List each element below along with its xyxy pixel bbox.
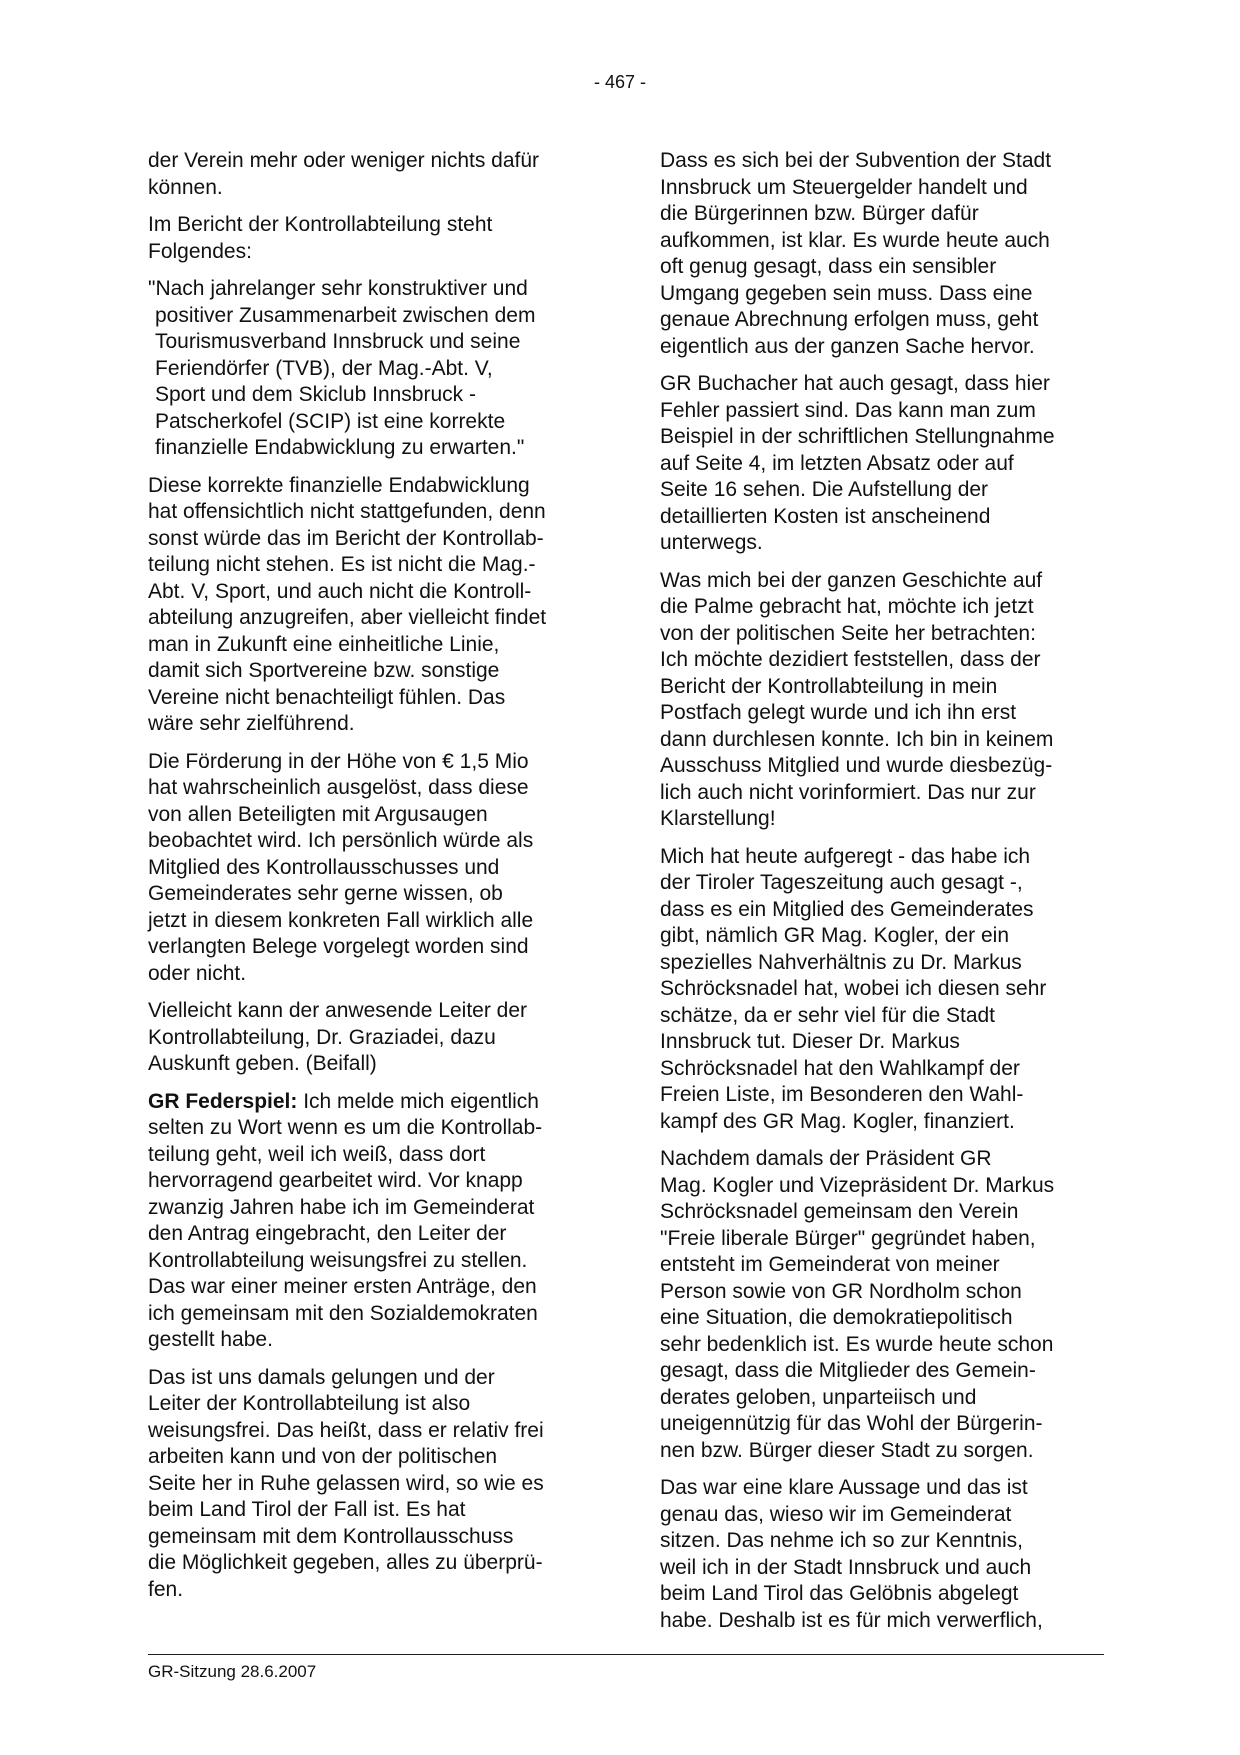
text-line: von der politischen Seite her betrachten: xyxy=(660,621,1036,645)
text-line: schätze, da er sehr viel für die Stadt xyxy=(660,1003,996,1027)
text-line: Kontrollabteilung, Dr. Graziadei, dazu xyxy=(148,1025,496,1049)
text-line: derates geloben, unparteiisch und xyxy=(660,1385,977,1409)
text-line: der Tiroler Tageszeitung auch gesagt -, xyxy=(660,871,1023,894)
text-line: selten zu Wort wenn es um die Kontrollab- xyxy=(148,1116,543,1139)
text-line: finanzielle Endabwicklung zu erwarten." xyxy=(155,436,525,459)
left-column xyxy=(148,148,588,1614)
text-line: dass es ein Mitglied des Gemeinderates xyxy=(660,897,1034,921)
text-line: Mag. Kogler und Vizepräsident Dr. Markus xyxy=(660,1173,1055,1197)
speaker-name: GR Federspiel: xyxy=(148,1089,298,1113)
text-line: weil ich in der Stadt Innsbruck und auch xyxy=(660,1555,1032,1579)
text-line: Vereine nicht benachteiligt fühlen. Das xyxy=(148,685,506,709)
text-line: uneigennützig für das Wohl der Bürgerin- xyxy=(660,1412,1043,1435)
text-line: hat wahrscheinlich ausgelöst, dass diese xyxy=(148,776,529,799)
text-line: entsteht im Gemeinderat von meiner xyxy=(660,1253,1000,1276)
text-line: jetzt in diesem konkreten Fall wirklich alle xyxy=(148,908,534,932)
text-line: lich auch nicht vorinformiert. Das nur zur xyxy=(660,780,1036,804)
text-line: Ich möchte dezidiert feststellen, dass der xyxy=(660,648,1041,671)
text-line: Person sowie von GR Nordholm schon xyxy=(660,1279,1022,1303)
paragraph xyxy=(660,371,1105,557)
text-line: man in Zukunft eine einheitliche Linie, xyxy=(148,632,500,656)
text-line: Bericht der Kontrollabteilung in mein xyxy=(660,674,998,698)
text-line: Diese korrekte finanzielle Endabwicklung xyxy=(148,473,530,497)
text-line: Innsbruck um Steuergelder handelt und xyxy=(660,175,1028,199)
text-line: Gemeinderates sehr gerne wissen, ob xyxy=(148,882,503,905)
text-line: habe. Deshalb ist es für mich verwerflich, xyxy=(660,1608,1043,1632)
footer-session-date: GR-Sitzung 28.6.2007 xyxy=(148,1662,317,1681)
text-line: dann durchlesen konnte. Ich bin in keinem xyxy=(660,727,1054,751)
text-line: Sport und dem Skiclub Innsbruck - xyxy=(155,383,476,406)
text-line: Seite 16 sehen. Die Aufstellung der xyxy=(660,478,989,501)
text-line: detaillierten Kosten ist anscheinend xyxy=(660,504,991,528)
text-line: Klarstellung! xyxy=(660,807,776,830)
text-line: Schröcksnadel hat, wobei ich diesen sehr xyxy=(660,977,1047,1000)
text-line: Im Bericht der Kontrollabteilung steht xyxy=(148,213,493,236)
text-line: unterwegs. xyxy=(660,531,763,554)
text-line: genau das, wieso wir im Gemeinderat xyxy=(660,1502,1012,1526)
text-line: Schröcksnadel gemeinsam den Verein xyxy=(660,1200,1019,1223)
text-line: "Freie liberale Bürger" gegründet haben, xyxy=(660,1226,1036,1250)
text-line: Tourismusverband Innsbruck und seine xyxy=(155,330,521,353)
text-line: sehr bedenklich ist. Es wurde heute schon xyxy=(660,1332,1054,1356)
text-line: gemeinsam mit dem Kontrollausschuss xyxy=(148,1524,514,1548)
text-line: Die Förderung in der Höhe von € 1,5 Mio xyxy=(148,749,529,773)
paragraph xyxy=(148,749,588,988)
text-line: Fehler passiert sind. Das kann man zum xyxy=(660,398,1036,422)
text-line: Leiter der Kontrollabteilung ist also xyxy=(148,1392,471,1415)
speaker-text: Ich melde mich eigentlich xyxy=(297,1089,539,1113)
text-line: nen bzw. Bürger dieser Stadt zu sorgen. xyxy=(660,1438,1034,1462)
text-line: Dass es sich bei der Subvention der Stadt xyxy=(660,149,1052,172)
text-line: genaue Abrechnung erfolgen muss, geht xyxy=(660,308,1039,331)
text-line: positiver Zusammenarbeit zwischen dem xyxy=(155,303,536,327)
text-line: Schröcksnadel hat den Wahlkampf der xyxy=(660,1056,1020,1080)
text-line: auf Seite 4, im letzten Absatz oder auf xyxy=(660,451,1014,475)
paragraph xyxy=(148,148,588,201)
paragraph xyxy=(660,568,1105,833)
text-line: von allen Beteiligten mit Argusaugen xyxy=(148,802,488,826)
text-line: eigentlich aus der ganzen Sache hervor. xyxy=(660,334,1035,358)
text-line: Das war einer meiner ersten Anträge, den xyxy=(148,1275,537,1298)
text-line: sonst würde das im Bericht der Kontrollab- xyxy=(148,526,544,550)
paragraph xyxy=(660,148,1105,360)
text-line: Abt. V, Sport, und auch nicht die Kontroll- xyxy=(148,579,532,603)
text-line: weisungsfrei. Das heißt, dass er relativ frei xyxy=(148,1418,544,1442)
text-line: Seite her in Ruhe gelassen wird, so wie es xyxy=(148,1471,544,1495)
text-line: oder nicht. xyxy=(148,961,247,985)
text-line: beim Land Tirol der Fall ist. Es hat xyxy=(148,1498,466,1521)
text-line: Mitglied des Kontrollausschusses und xyxy=(148,855,500,879)
text-line: abteilung anzugreifen, aber vielleicht findet xyxy=(148,606,547,629)
text-line: beobachtet wird. Ich persönlich würde als xyxy=(148,829,534,852)
paragraph xyxy=(660,1475,1105,1634)
text-line: gestellt habe. xyxy=(148,1328,273,1351)
text-line: den Antrag eingebracht, den Leiter der xyxy=(148,1222,507,1245)
text-line: fen. xyxy=(148,1577,184,1601)
text-line: Das war eine klare Aussage und das ist xyxy=(660,1476,1028,1499)
paragraph xyxy=(660,844,1105,1136)
text-line: Auskunft geben. (Beifall) xyxy=(148,1052,377,1075)
paragraph xyxy=(660,1146,1105,1464)
text-line: spezielles Nahverhältnis zu Dr. Markus xyxy=(660,950,1022,974)
text-line: gesagt, dass die Mitglieder des Gemein- xyxy=(660,1359,1036,1382)
text-line: verlangten Belege vorgelegt worden sind xyxy=(148,935,529,958)
text-line: Was mich bei der ganzen Geschichte auf xyxy=(660,568,1043,592)
text-line: teilung nicht stehen. Es ist nicht die Mag.- xyxy=(148,553,536,576)
text-line: hat offensichtlich nicht stattgefunden, denn xyxy=(148,500,546,523)
text-line: Ausschuss Mitglied und wurde diesbezüg- xyxy=(660,754,1053,777)
footer-divider xyxy=(148,1654,1104,1655)
text-line: Das ist uns damals gelungen und der xyxy=(148,1365,495,1389)
text-line: die Palme gebracht hat, möchte ich jetzt xyxy=(660,595,1034,618)
text-line: GR Buchacher hat auch gesagt, dass hier xyxy=(660,372,1050,395)
text-line: hervorragend gearbeitet wird. Vor knapp xyxy=(148,1169,523,1192)
quoted-paragraph xyxy=(148,276,588,462)
text-line: gibt, nämlich GR Mag. Kogler, der ein xyxy=(660,924,1010,947)
text-line: Kontrollabteilung weisungsfrei zu stellen. xyxy=(148,1248,528,1272)
text-line: damit sich Sportvereine bzw. sonstige xyxy=(148,659,500,682)
text-line: oft genug gesagt, dass ein sensibler xyxy=(660,255,997,278)
text-line: Nachdem damals der Präsident GR xyxy=(660,1147,992,1170)
text-line: Mich hat heute aufgeregt - das habe ich xyxy=(660,844,1031,868)
speaker-paragraph xyxy=(148,1089,588,1354)
text-line xyxy=(148,1089,588,1116)
text-line: Innsbruck tut. Dieser Dr. Markus xyxy=(660,1030,960,1053)
text-line: zwanzig Jahren habe ich im Gemeinderat xyxy=(148,1195,535,1219)
text-line: Feriendörfer (TVB), der Mag.-Abt. V, xyxy=(155,356,493,380)
text-line: die Möglichkeit gegeben, alles zu überprü- xyxy=(148,1551,543,1574)
text-line: eine Situation, die demokratiepolitisch xyxy=(660,1306,1013,1329)
text-line: können. xyxy=(148,175,223,199)
text-line: Folgendes: xyxy=(148,239,252,263)
text-line: Freien Liste, im Besonderen den Wahl- xyxy=(660,1083,1024,1106)
page-number: - 467 - xyxy=(593,72,647,92)
text-line: aufkommen, ist klar. Es wurde heute auch xyxy=(660,228,1050,252)
text-line: kampf des GR Mag. Kogler, finanziert. xyxy=(660,1109,1015,1133)
paragraph xyxy=(148,473,588,738)
paragraph xyxy=(148,212,588,265)
text-line: ich gemeinsam mit den Sozialdemokraten xyxy=(148,1301,538,1325)
text-line: Beispiel in der schriftlichen Stellungnahme xyxy=(660,425,1055,448)
text-line: sitzen. Das nehme ich so zur Kenntnis, xyxy=(660,1529,1024,1552)
text-line: Patscherkofel (SCIP) ist eine korrekte xyxy=(155,409,506,433)
paragraph xyxy=(148,1365,588,1604)
text-line: wäre sehr zielführend. xyxy=(148,712,355,735)
text-line: arbeiten kann und von der politischen xyxy=(148,1445,498,1468)
right-column xyxy=(660,148,1105,1645)
text-line: die Bürgerinnen bzw. Bürger dafür xyxy=(660,202,979,225)
text-line: Umgang gegeben sein muss. Dass eine xyxy=(660,281,1033,305)
paragraph xyxy=(148,998,588,1078)
text-line: der Verein mehr oder weniger nichts dafür xyxy=(148,149,540,172)
text-line: Vielleicht kann der anwesende Leiter der xyxy=(148,999,528,1022)
text-line: Postfach gelegt wurde und ich ihn erst xyxy=(660,701,1017,724)
text-line: beim Land Tirol das Gelöbnis abgelegt xyxy=(660,1582,1019,1605)
text-line: "Nach jahrelanger sehr konstruktiver und xyxy=(148,277,528,300)
text-line: teilung geht, weil ich weiß, dass dort xyxy=(148,1142,486,1166)
